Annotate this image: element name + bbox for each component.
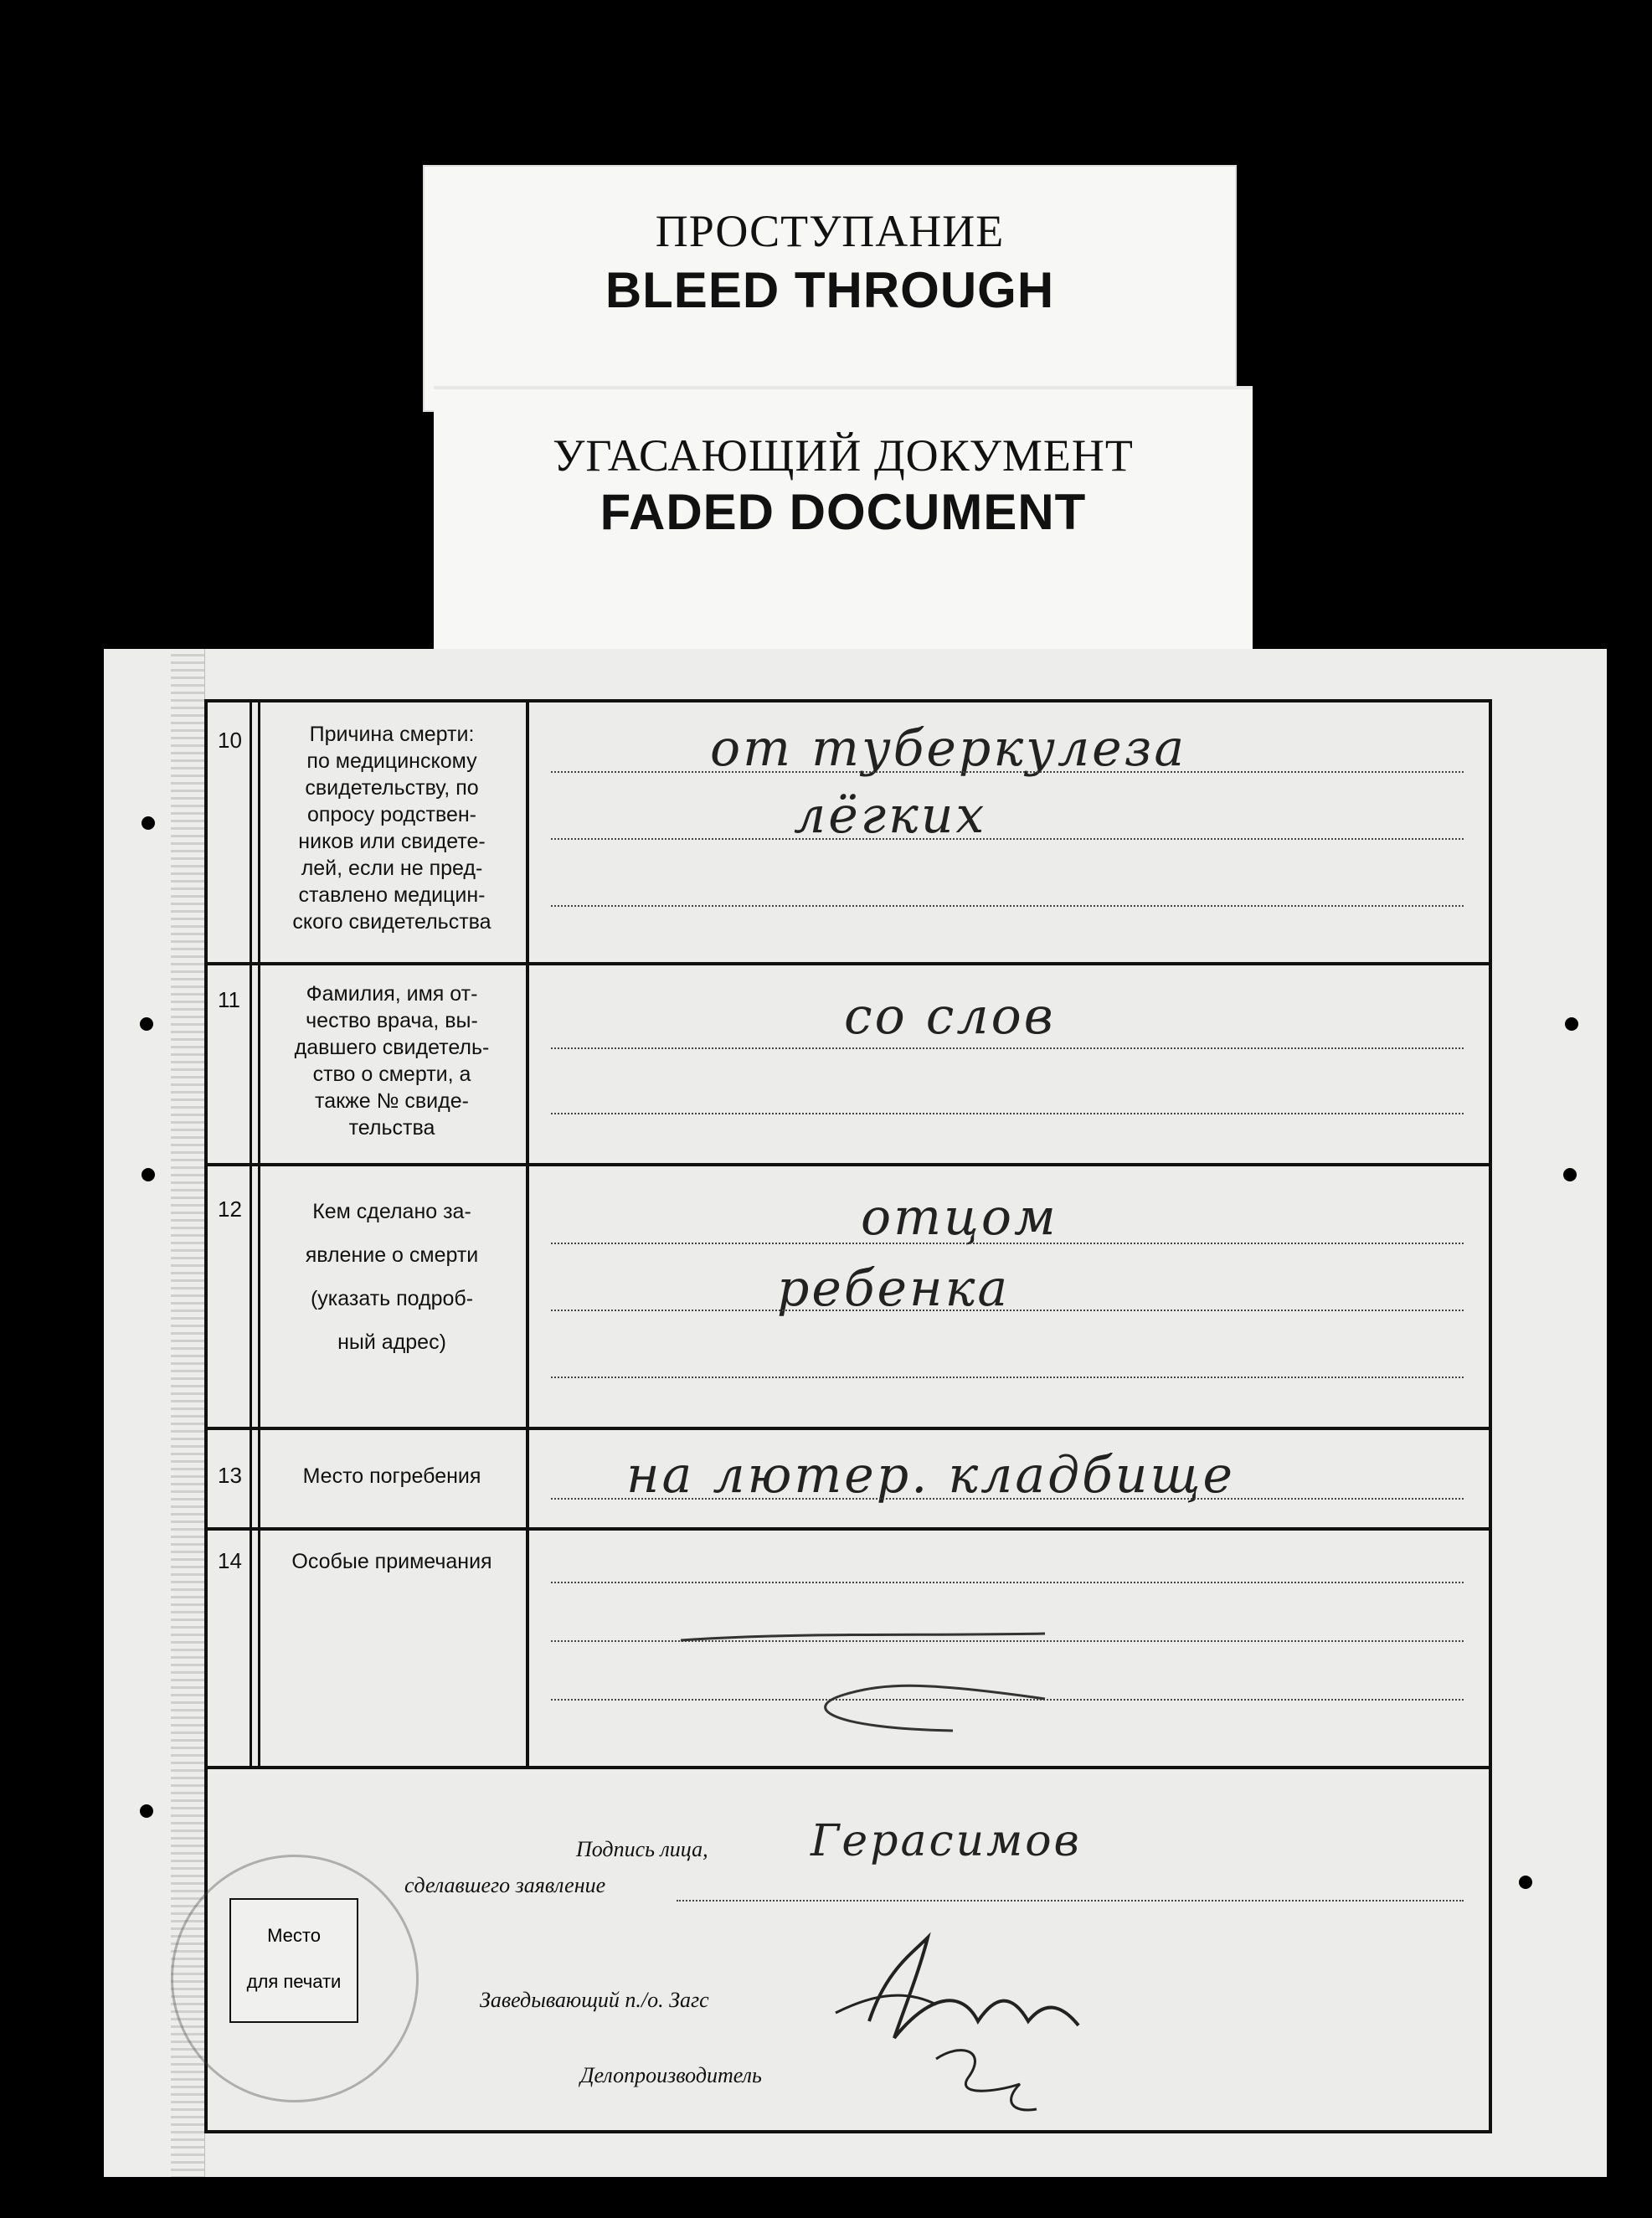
- row-number: 13: [218, 1463, 242, 1488]
- row-divider: [208, 1163, 1489, 1166]
- burial-place-entry: на лютер. кладбище: [626, 1446, 1236, 1505]
- punch-hole: [1563, 1168, 1577, 1181]
- head-of-registry-label: Заведывающий п./о. Загс: [480, 1988, 709, 2012]
- faded-document-ru: УГАСАЮЩИЙ ДОКУМЕНТ: [553, 430, 1134, 481]
- applicant-signature-label-1: Подпись лица,: [576, 1837, 708, 1861]
- faded-document-en: FADED DOCUMENT: [600, 484, 1087, 540]
- punch-hole: [142, 1168, 155, 1181]
- row-number: 14: [218, 1548, 242, 1573]
- cause-of-death-entry-1: от туберкулеза: [710, 719, 1187, 778]
- notes-label: Особые примечания: [291, 1550, 492, 1573]
- punch-hole: [140, 1017, 153, 1031]
- clerk-label: Делопроизводитель: [580, 2063, 762, 2087]
- death-record-form: [104, 649, 1607, 2177]
- bleed-through-card: [423, 165, 1237, 412]
- row-divider: [208, 1527, 1489, 1531]
- column-divider: [258, 702, 260, 1766]
- punch-hole: [142, 816, 155, 830]
- cause-of-death-label: Причина смерти: по медицинскому свидетельству, по опросу родствен- ников или свидете- лей, если не пред- ставлено медицин- ского свидетельства: [292, 723, 491, 934]
- punch-hole: [1565, 1017, 1578, 1031]
- column-divider: [526, 702, 529, 1766]
- applicant-signature-label-2: сделавшего заявление: [404, 1873, 606, 1897]
- entry-line: [551, 1243, 1464, 1244]
- clerk-signature: [919, 2034, 1087, 2126]
- row-divider: [208, 962, 1489, 965]
- doctor-name-label: Фамилия, имя от- чество врача, вы- давшего свидетель- ство о смерти, а также № свиде- тельства: [294, 982, 490, 1140]
- declarant-entry-1: отцом: [861, 1188, 1058, 1247]
- entry-line: [551, 1582, 1464, 1583]
- row-number: 12: [218, 1196, 242, 1222]
- cause-of-death-entry-2: лёгких: [794, 786, 987, 845]
- entry-line: [551, 771, 1464, 773]
- stamp-placeholder: [229, 1898, 358, 2023]
- stamp-label-1: Место: [267, 1925, 321, 1946]
- applicant-signature: Герасимов: [811, 1816, 1082, 1866]
- entry-line: [551, 1498, 1464, 1500]
- burial-place-label: Место погребения: [302, 1464, 481, 1488]
- doctor-name-entry: со слов: [844, 987, 1056, 1046]
- punch-hole: [1519, 1876, 1532, 1889]
- faded-document-card: [434, 389, 1253, 649]
- entry-line: [551, 1377, 1464, 1378]
- stamp-label-2: для печати: [246, 1971, 342, 1992]
- punch-hole: [140, 1804, 153, 1818]
- notes-strike-mark: [677, 1624, 1053, 1741]
- declarant-label: Кем сделано за- явление о смерти (указать подроб- ный адрес): [305, 1200, 479, 1354]
- entry-line: [551, 905, 1464, 907]
- row-divider: [208, 1427, 1489, 1430]
- entry-line: [551, 838, 1464, 840]
- column-divider: [250, 702, 252, 1766]
- entry-line: [551, 1047, 1464, 1049]
- declarant-entry-2: ребенка: [777, 1259, 1011, 1318]
- row-number: 11: [218, 987, 240, 1012]
- entry-line: [551, 1310, 1464, 1311]
- row-number: 10: [218, 728, 242, 753]
- row-divider: [208, 1766, 1489, 1769]
- bleed-through-en: BLEED THROUGH: [605, 262, 1055, 318]
- entry-line: [551, 1113, 1464, 1114]
- signature-line: [677, 1900, 1464, 1902]
- bleed-through-ru: ПРОСТУПАНИЕ: [655, 206, 1005, 256]
